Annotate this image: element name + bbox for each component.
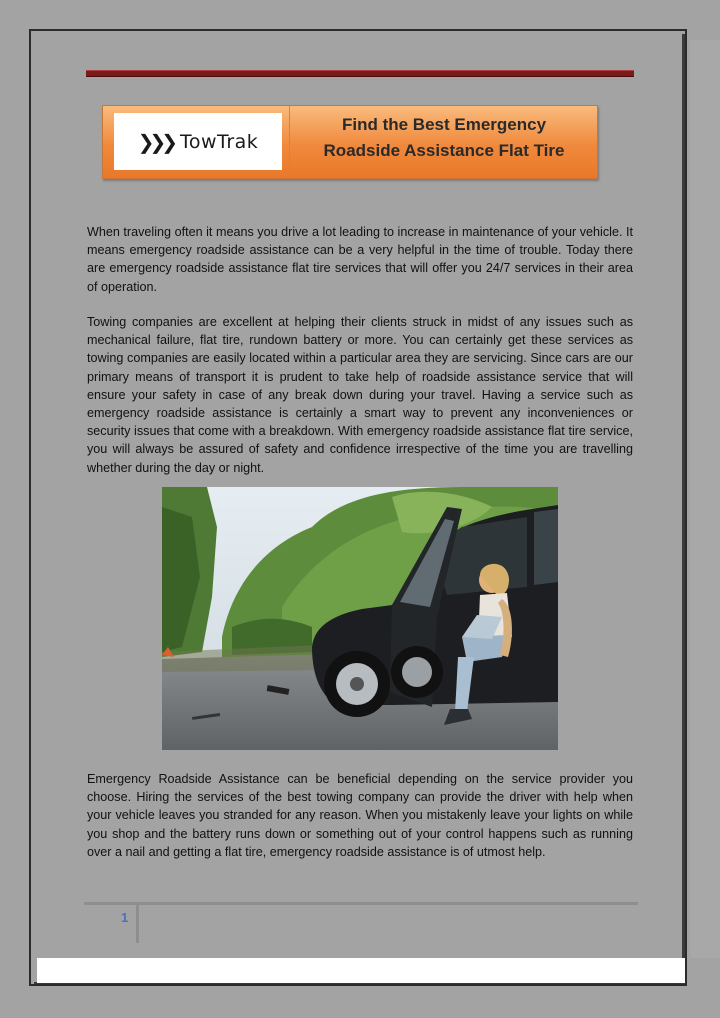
towtrak-logo <box>114 113 282 170</box>
paragraph-3: Emergency Roadside Assistance can be beneficial depending on the service provider you choose. Hiring the services of the best towing company can provide the driver with help when your vehicle leaves you stranded for any reason. When you mistakenly leave your lights on while you shop and the battery runs down or something out of your control happens such as running over a nail and getting a flat tire, emergency roadside assistance is of utmost help. <box>87 772 633 859</box>
banner-title-line-2: Roadside Assistance Flat Tire <box>323 141 565 160</box>
footer-divider <box>136 904 139 943</box>
accident-photo-illustration <box>162 487 558 750</box>
page-bottom-strip <box>37 958 685 983</box>
chevrons-icon: ❯❯❯ <box>137 129 173 154</box>
footer-rule <box>84 902 638 905</box>
banner-title <box>291 112 597 164</box>
logo-text: TowTrak <box>179 130 259 153</box>
title-banner <box>102 105 598 179</box>
paragraph-1: When traveling often it means you drive a lot leading to increase in maintenance of your vehicle. It means emergency roadside assistance can be a very helpful in the time of trouble. Today there are emergency roadside assistance flat tire services that will offer you 24/7 services in their area of operation. <box>87 225 633 294</box>
page-number: 1 <box>121 910 129 925</box>
banner-divider <box>289 106 290 178</box>
banner-title-line-1: Find the Best Emergency <box>341 115 547 134</box>
accident-photo <box>162 487 558 750</box>
paragraph-2: Towing companies are excellent at helping their clients struck in midst of any issues such as mechanical failure, flat tire, rundown battery or more. You can certainly get these services as towing companies are easily located within a particular area they are servicing. Since cars are our primary means of transport it is prudent to take help of roadside assistance service that will ensure your safety in case of any break down during your travel. Having a service such as emergency roadside assistance is certainly a smart way to prevent any inconveniences or security issues that come with a breakdown. With emergency roadside assistance flat tire service, you will always be assured of safety and confidence irrespective of the time you are travelling whether during the day or night. <box>87 315 633 475</box>
right-margin-strip <box>690 40 720 958</box>
header-rule <box>86 70 634 77</box>
